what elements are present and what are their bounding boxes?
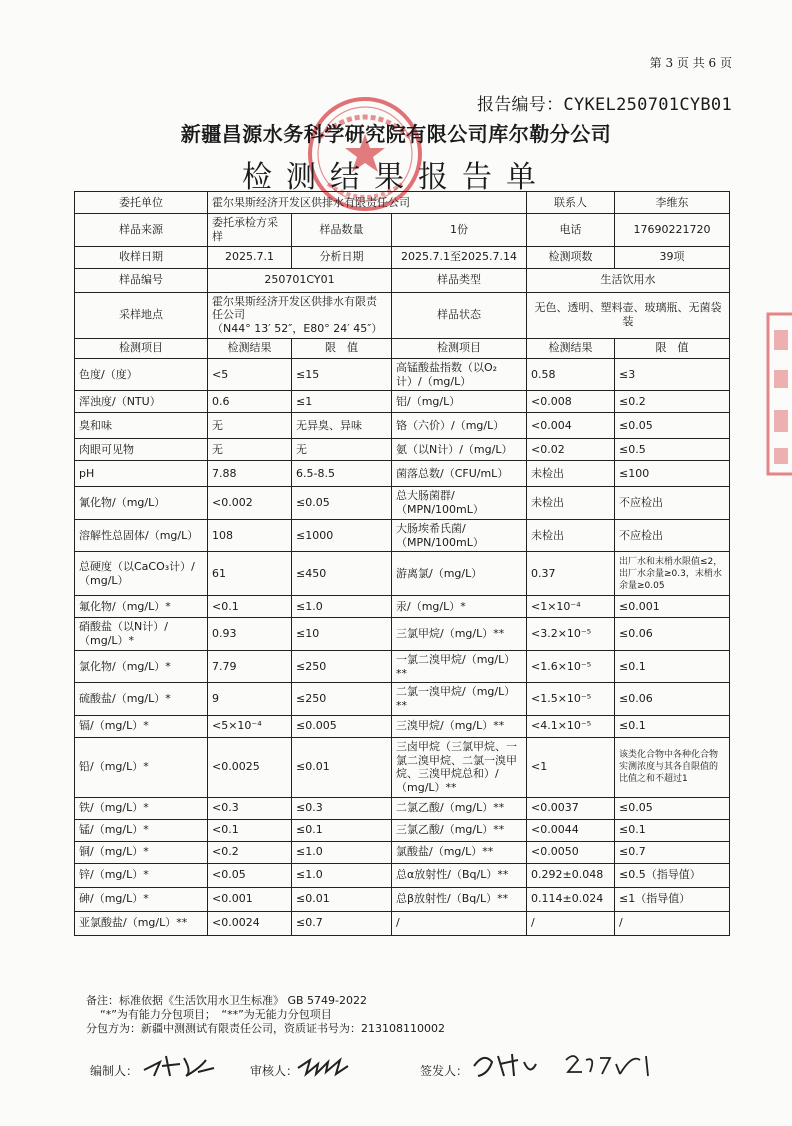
item-name: 硫酸盐/（mg/L）* <box>75 683 208 716</box>
item-result: <0.0025 <box>208 737 292 797</box>
table-row <box>75 650 730 683</box>
source-label: 样品来源 <box>75 214 208 247</box>
item-result: 0.6 <box>208 391 292 413</box>
contact-label: 联系人 <box>527 192 615 214</box>
item-limit: ≤0.2 <box>615 391 730 413</box>
state-label: 样品状态 <box>392 292 527 338</box>
item-result: <0.2 <box>208 841 292 863</box>
item-result: <1.6×10⁻⁵ <box>527 650 615 683</box>
phone-label: 电话 <box>527 214 615 247</box>
items-value: 39项 <box>615 246 730 268</box>
item-name: 大肠埃希氏菌/（MPN/100mL） <box>392 519 527 552</box>
table-row <box>75 737 730 797</box>
qty-label: 样品数量 <box>292 214 392 247</box>
item-name: 菌落总数/（CFU/mL） <box>392 461 527 487</box>
table-row <box>75 715 730 737</box>
item-limit: ≤1（指导值） <box>615 887 730 911</box>
item-limit: ≤1.0 <box>292 841 392 863</box>
note-subcontract: “*”为有能力分包项目； “**”为无能力分包项目 <box>100 1008 332 1021</box>
item-result: 0.114±0.024 <box>527 887 615 911</box>
header-result: 检测结果 <box>527 338 615 358</box>
item-result: 7.79 <box>208 650 292 683</box>
info-row-client <box>75 192 730 214</box>
item-limit: ≤0.7 <box>292 911 392 935</box>
item-limit: ≤0.5 <box>615 439 730 461</box>
item-name: 汞/（mg/L）* <box>392 596 527 618</box>
signer-signature-icon <box>470 1046 670 1082</box>
info-row-dates <box>75 246 730 268</box>
item-name: 锌/（mg/L）* <box>75 863 208 887</box>
item-name: 氯化物/（mg/L）* <box>75 650 208 683</box>
header-item: 检测项目 <box>392 338 527 358</box>
item-limit: ≤0.01 <box>292 887 392 911</box>
source-value: 委托承检方采样 <box>208 214 292 247</box>
info-row-site <box>75 292 730 338</box>
item-name: 总大肠菌群/（MPN/100mL） <box>392 487 527 520</box>
table-row <box>75 391 730 413</box>
item-limit: ≤0.06 <box>615 618 730 651</box>
item-result: <0.3 <box>208 797 292 819</box>
item-limit: ≤450 <box>292 552 392 596</box>
item-result: 未检出 <box>527 487 615 520</box>
item-result: <5×10⁻⁴ <box>208 715 292 737</box>
signer-label: 签发人： <box>420 1064 469 1078</box>
item-name: 二氯乙酸/（mg/L）** <box>392 797 527 819</box>
recv-date-label: 收样日期 <box>75 246 208 268</box>
item-name: 三溴甲烷/（mg/L）** <box>392 715 527 737</box>
table-row <box>75 841 730 863</box>
item-name: 溶解性总固体/（mg/L） <box>75 519 208 552</box>
result-table <box>74 191 730 936</box>
item-result: 无 <box>208 439 292 461</box>
item-limit: ≤1.0 <box>292 863 392 887</box>
item-name: 一氯二溴甲烷/（mg/L）** <box>392 650 527 683</box>
header-limit: 限 值 <box>615 338 730 358</box>
item-result: 9 <box>208 683 292 716</box>
item-result: / <box>527 911 615 935</box>
item-limit: ≤250 <box>292 650 392 683</box>
item-name: 色度/（度） <box>75 358 208 391</box>
item-result: 0.93 <box>208 618 292 651</box>
item-limit: ≤0.1 <box>615 819 730 841</box>
table-row <box>75 358 730 391</box>
item-result: 108 <box>208 519 292 552</box>
item-name: 肉眼可见物 <box>75 439 208 461</box>
item-result: <0.1 <box>208 819 292 841</box>
side-seal-icon <box>762 310 792 480</box>
item-name: 铜/（mg/L）* <box>75 841 208 863</box>
recv-date-value: 2025.7.1 <box>208 246 292 268</box>
state-value: 无色、透明、塑料壶、玻璃瓶、无菌袋装 <box>527 292 730 338</box>
item-name: 浑浊度/（NTU） <box>75 391 208 413</box>
item-result: <0.0024 <box>208 911 292 935</box>
item-limit: ≤0.005 <box>292 715 392 737</box>
item-name: pH <box>75 461 208 487</box>
item-limit: ≤1 <box>292 391 392 413</box>
item-name: 亚氯酸盐/（mg/L）** <box>75 911 208 935</box>
table-row <box>75 618 730 651</box>
item-name: 二氯一溴甲烷/（mg/L）** <box>392 683 527 716</box>
item-name: 铝/（mg/L） <box>392 391 527 413</box>
item-result: <0.001 <box>208 887 292 911</box>
phone-value: 17690221720 <box>615 214 730 247</box>
item-limit: 不应检出 <box>615 487 730 520</box>
item-limit: ≤0.7 <box>615 841 730 863</box>
reviewer-signature-icon <box>296 1052 352 1078</box>
item-limit: ≤0.1 <box>292 819 392 841</box>
sample-type-label: 样品类型 <box>392 268 527 292</box>
item-result: <4.1×10⁻⁵ <box>527 715 615 737</box>
item-result: <0.0044 <box>527 819 615 841</box>
reviewer-label: 审核人： <box>250 1064 299 1078</box>
site-line-1: 霍尔果斯经济开发区供排水有限责任公司 <box>212 294 377 322</box>
item-limit: ≤0.06 <box>615 683 730 716</box>
item-name: 铁/（mg/L）* <box>75 797 208 819</box>
item-name: 铅/（mg/L）* <box>75 737 208 797</box>
page-number: 第 3 页 共 6 页 <box>649 56 732 70</box>
table-row <box>75 461 730 487</box>
item-name: 氨（以N计）/（mg/L） <box>392 439 527 461</box>
item-name: 氟化物/（mg/L）* <box>75 596 208 618</box>
item-name: 总硬度（以CaCO₃计）/（mg/L） <box>75 552 208 596</box>
item-limit: ≤0.5（指导值） <box>615 863 730 887</box>
item-limit: ≤250 <box>292 683 392 716</box>
items-label: 检测项数 <box>527 246 615 268</box>
item-result: <0.0037 <box>527 797 615 819</box>
table-row <box>75 819 730 841</box>
item-result: 无 <box>208 413 292 439</box>
table-row <box>75 797 730 819</box>
item-name: 氰化物/（mg/L） <box>75 487 208 520</box>
item-result: <0.008 <box>527 391 615 413</box>
item-limit: 出厂水和末梢水限值≤2，出厂水余量≥0.3，末梢水余量≥0.05 <box>615 552 730 596</box>
item-limit: ≤15 <box>292 358 392 391</box>
item-name: 铬（六价）/（mg/L） <box>392 413 527 439</box>
item-limit: 不应检出 <box>615 519 730 552</box>
sample-no-label: 样品编号 <box>75 268 208 292</box>
client-value: 霍尔果斯经济开发区供排水有限责任公司 <box>208 192 527 214</box>
item-name: 总β放射性/（Bq/L）** <box>392 887 527 911</box>
item-name: 硝酸盐（以N计）/（mg/L）* <box>75 618 208 651</box>
item-limit: ≤0.05 <box>615 797 730 819</box>
company-name: 新疆昌源水务科学研究院有限公司库尔勒分公司 <box>180 122 612 146</box>
item-result: 0.292±0.048 <box>527 863 615 887</box>
site-line-2: （N44° 13′ 52″，E80° 24′ 45″） <box>212 322 383 335</box>
qty-value: 1份 <box>392 214 527 247</box>
item-limit: ≤3 <box>615 358 730 391</box>
item-result: 未检出 <box>527 519 615 552</box>
document-title: 检测结果报告单 <box>242 160 550 195</box>
item-result: <0.1 <box>208 596 292 618</box>
table-row <box>75 911 730 935</box>
item-name: 高锰酸盐指数（以O₂计）/（mg/L） <box>392 358 527 391</box>
item-result: <1.5×10⁻⁵ <box>527 683 615 716</box>
item-name: 镉/（mg/L）* <box>75 715 208 737</box>
item-limit: ≤1.0 <box>292 596 392 618</box>
editor-label: 编制人： <box>90 1064 139 1078</box>
item-limit: ≤0.1 <box>615 715 730 737</box>
item-name: 三卤甲烷（三氯甲烷、一氯二溴甲烷、二氯一溴甲烷、三溴甲烷总和）/（mg/L）** <box>392 737 527 797</box>
item-result: 7.88 <box>208 461 292 487</box>
item-limit: ≤1000 <box>292 519 392 552</box>
item-result: <3.2×10⁻⁵ <box>527 618 615 651</box>
item-result: 0.58 <box>527 358 615 391</box>
table-row <box>75 552 730 596</box>
item-name: 氯酸盐/（mg/L）** <box>392 841 527 863</box>
header-item: 检测项目 <box>75 338 208 358</box>
table-row <box>75 596 730 618</box>
item-result: <0.05 <box>208 863 292 887</box>
table-row <box>75 413 730 439</box>
item-limit: 6.5-8.5 <box>292 461 392 487</box>
table-row <box>75 683 730 716</box>
item-result: <1×10⁻⁴ <box>527 596 615 618</box>
sample-no-value: 250701CY01 <box>208 268 392 292</box>
item-result: <0.004 <box>527 413 615 439</box>
item-limit: ≤0.05 <box>615 413 730 439</box>
item-name: 锰/（mg/L）* <box>75 819 208 841</box>
item-limit: ≤10 <box>292 618 392 651</box>
item-result: <0.02 <box>527 439 615 461</box>
analysis-value: 2025.7.1至2025.7.14 <box>392 246 527 268</box>
site-label: 采样地点 <box>75 292 208 338</box>
item-result: <1 <box>527 737 615 797</box>
item-limit: ≤0.01 <box>292 737 392 797</box>
note-standard: 备注：标准依据《生活饮用水卫生标准》 GB 5749-2022 <box>86 994 368 1007</box>
info-row-source <box>75 214 730 247</box>
item-result: <0.0050 <box>527 841 615 863</box>
table-row <box>75 439 730 461</box>
item-limit: ≤0.001 <box>615 596 730 618</box>
client-label: 委托单位 <box>75 192 208 214</box>
sample-type-value: 生活饮用水 <box>527 268 730 292</box>
item-result: 未检出 <box>527 461 615 487</box>
editor-signature-icon <box>140 1048 220 1080</box>
item-limit: 无异臭、异味 <box>292 413 392 439</box>
analysis-label: 分析日期 <box>292 246 392 268</box>
item-name: 臭和味 <box>75 413 208 439</box>
item-limit: 该类化合物中各种化合物实测浓度与其各自限值的比值之和不超过1 <box>615 737 730 797</box>
header-limit: 限 值 <box>292 338 392 358</box>
table-row <box>75 863 730 887</box>
item-result: 0.37 <box>527 552 615 596</box>
item-name: 三氯乙酸/（mg/L）** <box>392 819 527 841</box>
table-header-row <box>75 338 730 358</box>
table-row <box>75 887 730 911</box>
item-name: 砷/（mg/L）* <box>75 887 208 911</box>
item-result: <5 <box>208 358 292 391</box>
report-number: 报告编号：CYKEL250701CYB01 <box>476 95 732 115</box>
header-result: 检测结果 <box>208 338 292 358</box>
item-name: 三氯甲烷/（mg/L）** <box>392 618 527 651</box>
note-subcontractor: 分包方为：新疆中测测试有限责任公司，资质证书号为：213108110002 <box>86 1022 445 1035</box>
info-row-sample <box>75 268 730 292</box>
item-name: 游离氯/（mg/L） <box>392 552 527 596</box>
item-result: <0.002 <box>208 487 292 520</box>
table-row <box>75 487 730 520</box>
item-limit: ≤0.05 <box>292 487 392 520</box>
item-limit: ≤0.3 <box>292 797 392 819</box>
item-name: 总α放射性/（Bq/L）** <box>392 863 527 887</box>
item-limit: ≤0.1 <box>615 650 730 683</box>
item-name: / <box>392 911 527 935</box>
item-result: 61 <box>208 552 292 596</box>
item-limit: / <box>615 911 730 935</box>
table-row <box>75 519 730 552</box>
item-limit: 无 <box>292 439 392 461</box>
contact-value: 李维东 <box>615 192 730 214</box>
item-limit: ≤100 <box>615 461 730 487</box>
site-value <box>208 292 392 338</box>
